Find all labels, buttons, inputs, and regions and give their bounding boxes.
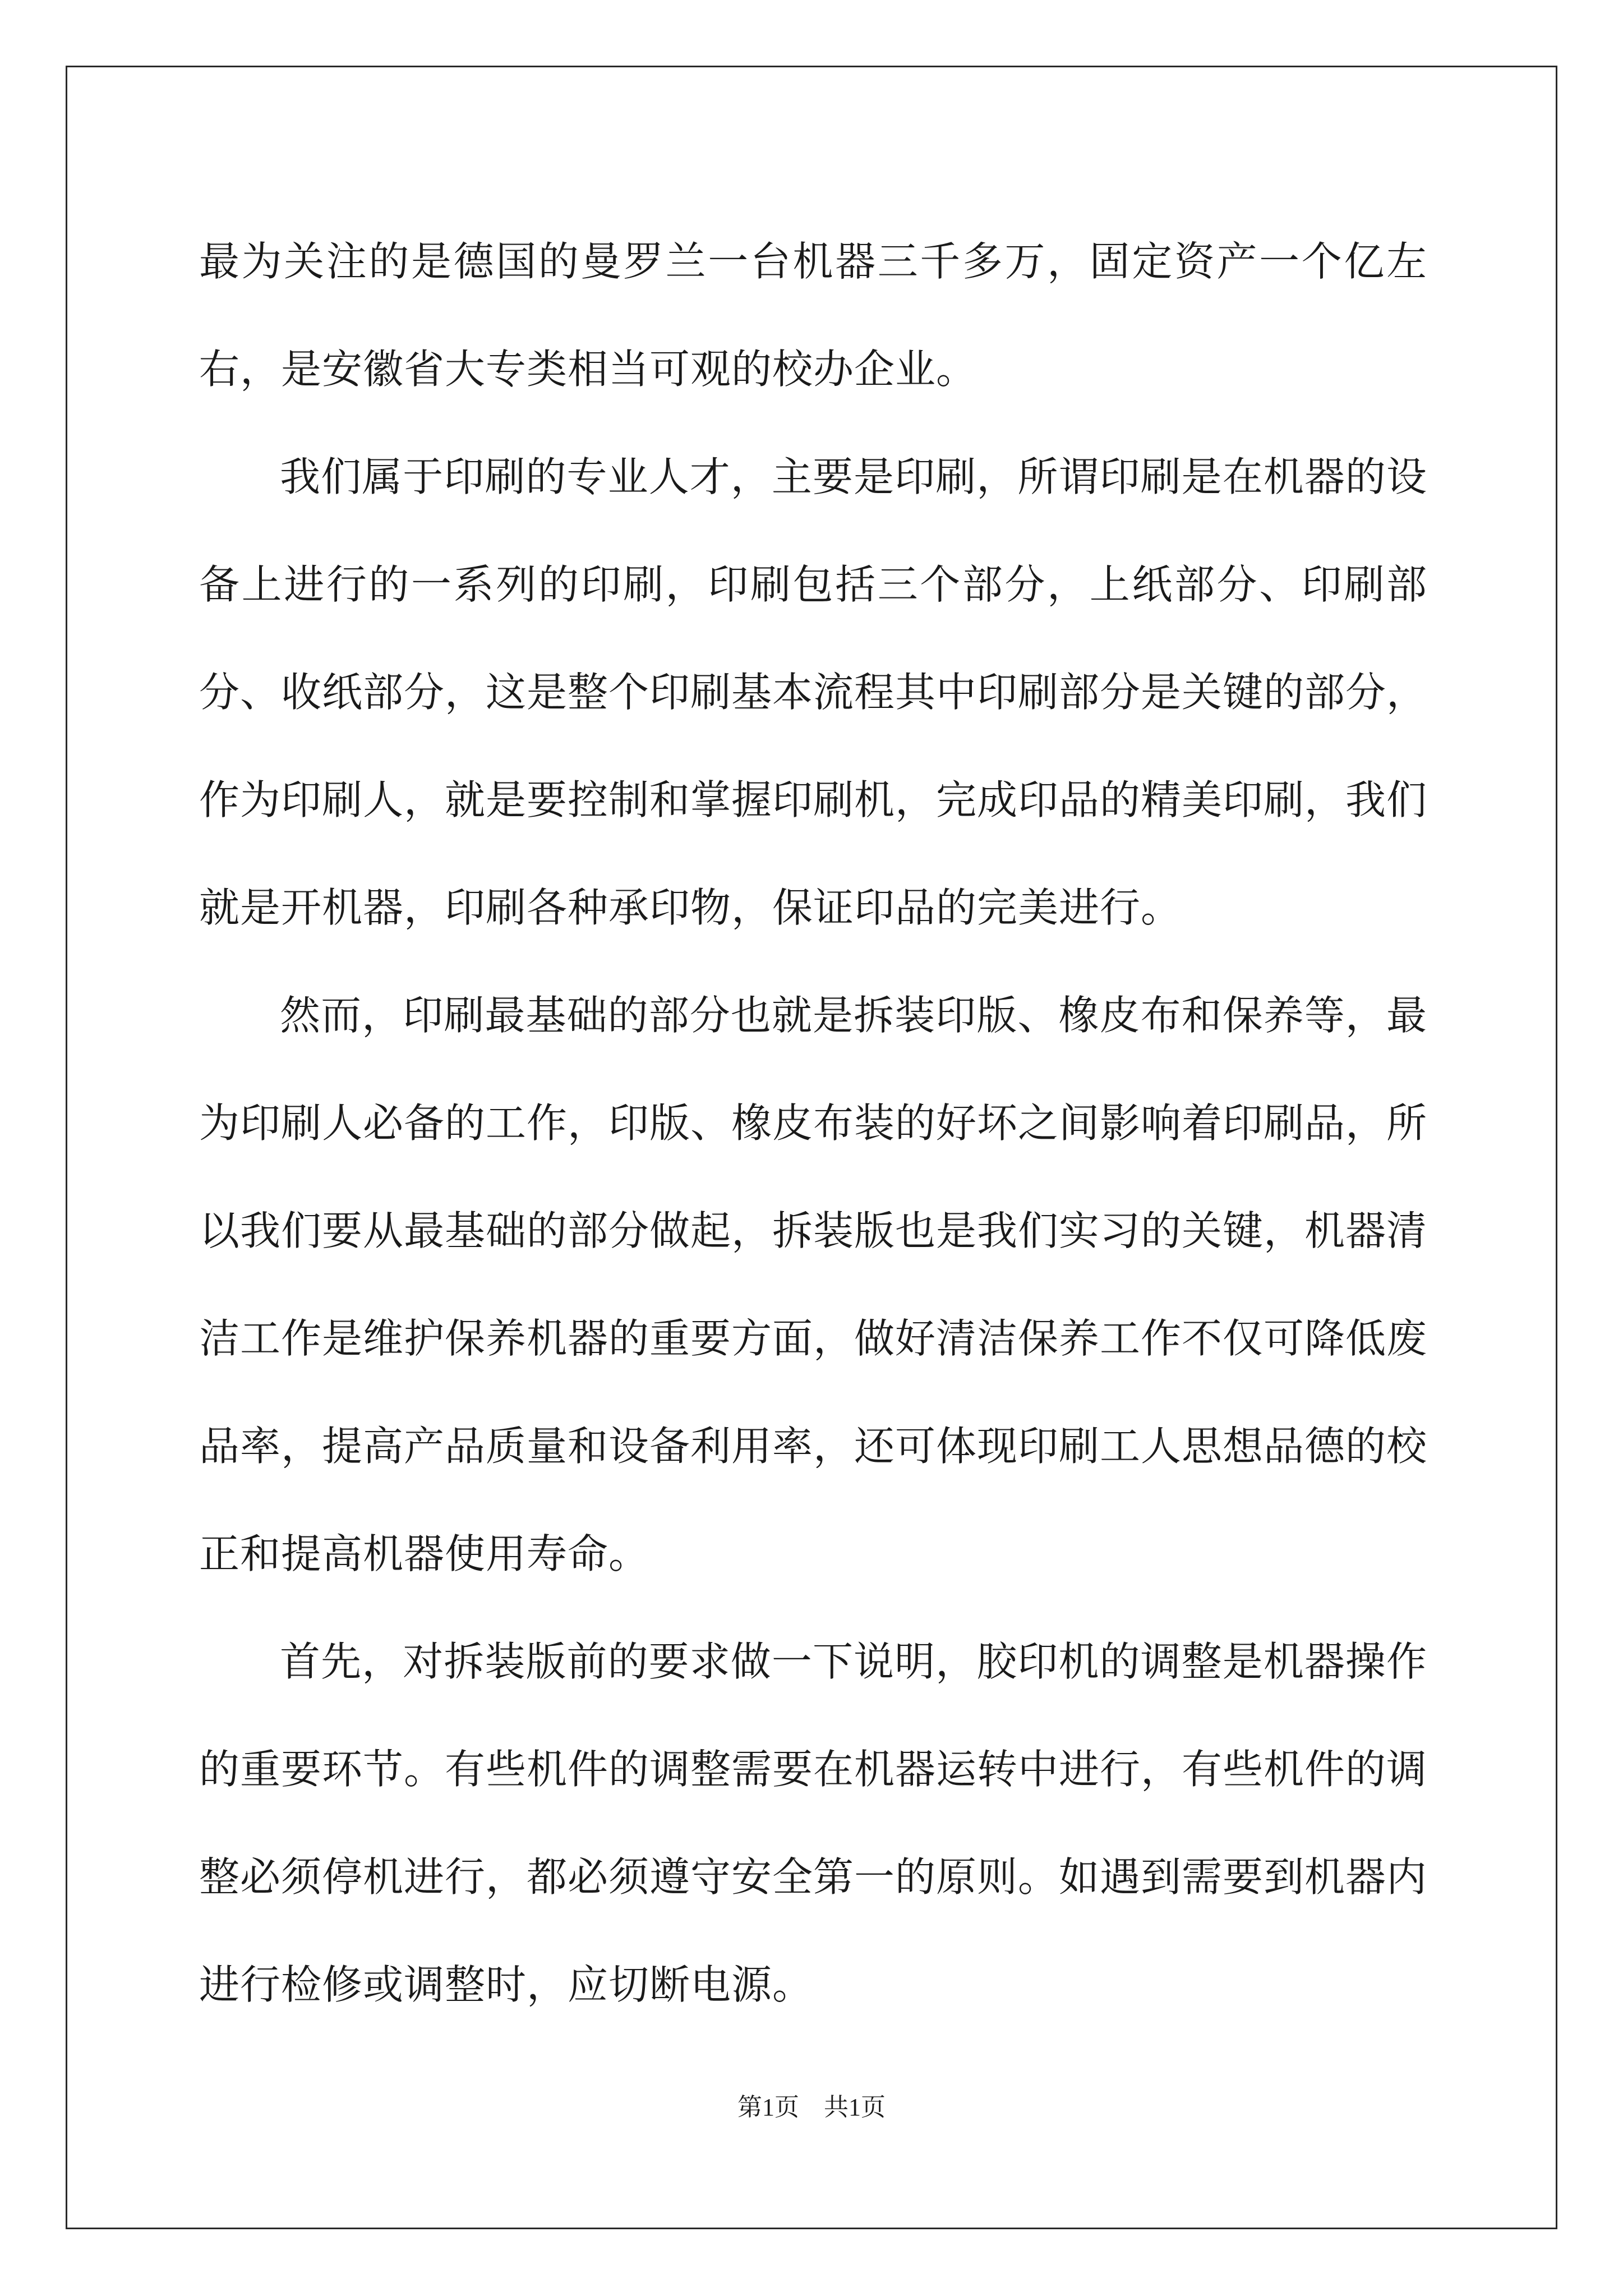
page-footer — [0, 2087, 1623, 2123]
paragraph-3: 然而，印刷最基础的部分也就是拆装印版、橡皮布和保养等，最为印刷人必备的工作，印版、橡皮布装的好坏之间影响着印刷品，所以我们要从最基础的部分做起，拆装版也是我们实习的关键，机器清洁工作是维护保养机器的重要方面，做好清洁保养工作不仅可降低废品率，提高产品质量和设备利用率，还可体现印刷工人思想品德的校正和提高机器使用寿命。 — [199, 992, 1428, 1577]
page-total: 共1页 — [824, 2093, 886, 2121]
paragraph-1: 最为关注的是德国的曼罗兰一台机器三千多万，固定资产一个亿左右，是安徽省大专类相当可观的校办企业。 — [199, 238, 1427, 393]
page-number: 第1页 — [737, 2093, 799, 2121]
paragraph-2: 我们属于印刷的专业人才，主要是印刷，所谓印刷是在机器的设备上进行的一系列的印刷，印刷包括三个部分，上纸部分、印刷部分、收纸部分，这是整个印刷基本流程其中印刷部分是关键的部分，作为印刷人，就是要控制和掌握印刷机，完成印品的精美印刷，我们就是开机器，印刷各种承印物，保证印品的完美进行。 — [199, 453, 1428, 931]
document-body — [199, 208, 1427, 2039]
paragraph-4: 首先，对拆装版前的要求做一下说明，胶印机的调整是机器操作的重要环节。有些机件的调整需要在机器运转中进行，有些机件的调整必须停机进行，都必须遵守安全第一的原则。如遇到需要到机器内进行检修或调整时，应切断电源。 — [199, 1638, 1428, 2008]
